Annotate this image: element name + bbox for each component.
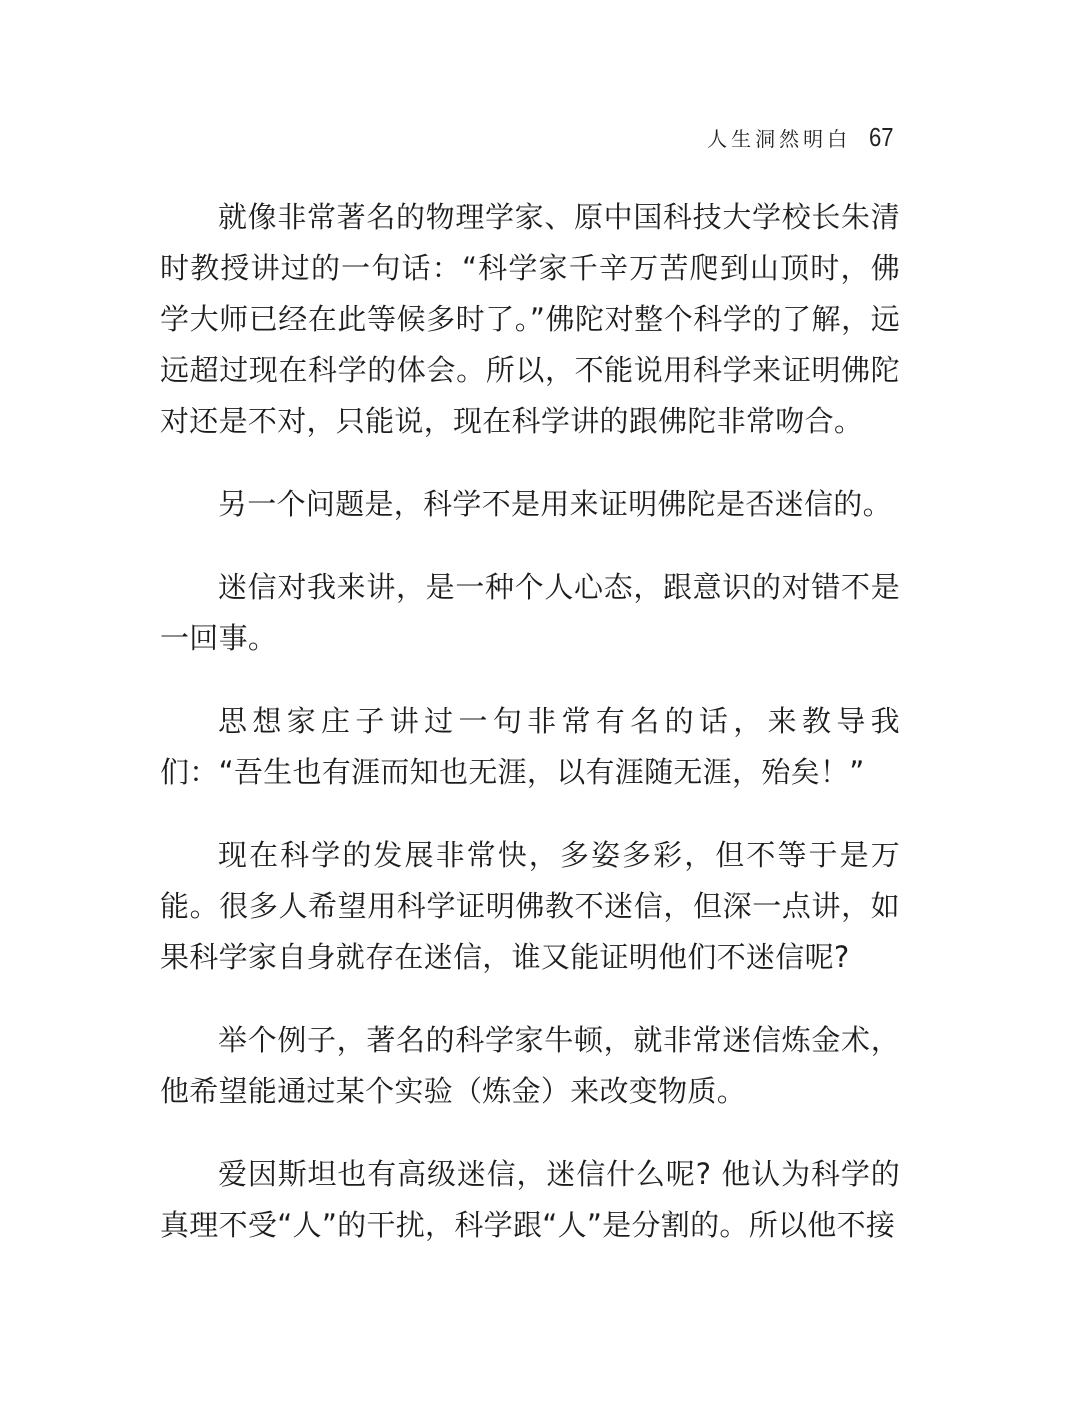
paragraph: 举个例子，著名的科学家牛顿，就非常迷信炼金术，他希望能通过某个实验（炼金）来改变物质。 xyxy=(160,1023,900,1108)
paragraph: 就像非常著名的物理学家、原中国科技大学校长朱清时教授讲过的一句话：“科学家千辛万苦爬到山顶时，佛学大师已经在此等候多时了。”佛陀对整个科学的了解，远远超过现在科学的体会。所以，不能说用科学来证明佛陀对还是不对，只能说，现在科学讲的跟佛陀非常吻合。 xyxy=(160,200,900,438)
paragraph: 现在科学的发展非常快，多姿多彩，但不等于是万能。很多人希望用科学证明佛教不迷信，但深一点讲，如果科学家自身就存在迷信，谁又能证明他们不迷信呢? xyxy=(160,838,900,974)
book-title: 人生洞然明白 xyxy=(707,127,852,151)
paragraph: 思想家庄子讲过一句非常有名的话，来教导我们：“吾生也有涯而知也无涯，以有涯随无涯，殆矣！” xyxy=(160,704,900,789)
page-number: 67 xyxy=(869,122,894,152)
paragraph: 另一个问题是，科学不是用来证明佛陀是否迷信的。 xyxy=(218,487,892,521)
running-header xyxy=(707,122,898,153)
paragraph: 爱因斯坦也有高级迷信，迷信什么呢? 他认为科学的真理不受“人”的干扰，科学跟“人”是分割的。所以他不接 xyxy=(160,1157,900,1242)
paragraph: 迷信对我来讲，是一种个人心态，跟意识的对错不是一回事。 xyxy=(160,570,900,655)
body-text xyxy=(160,192,900,1283)
